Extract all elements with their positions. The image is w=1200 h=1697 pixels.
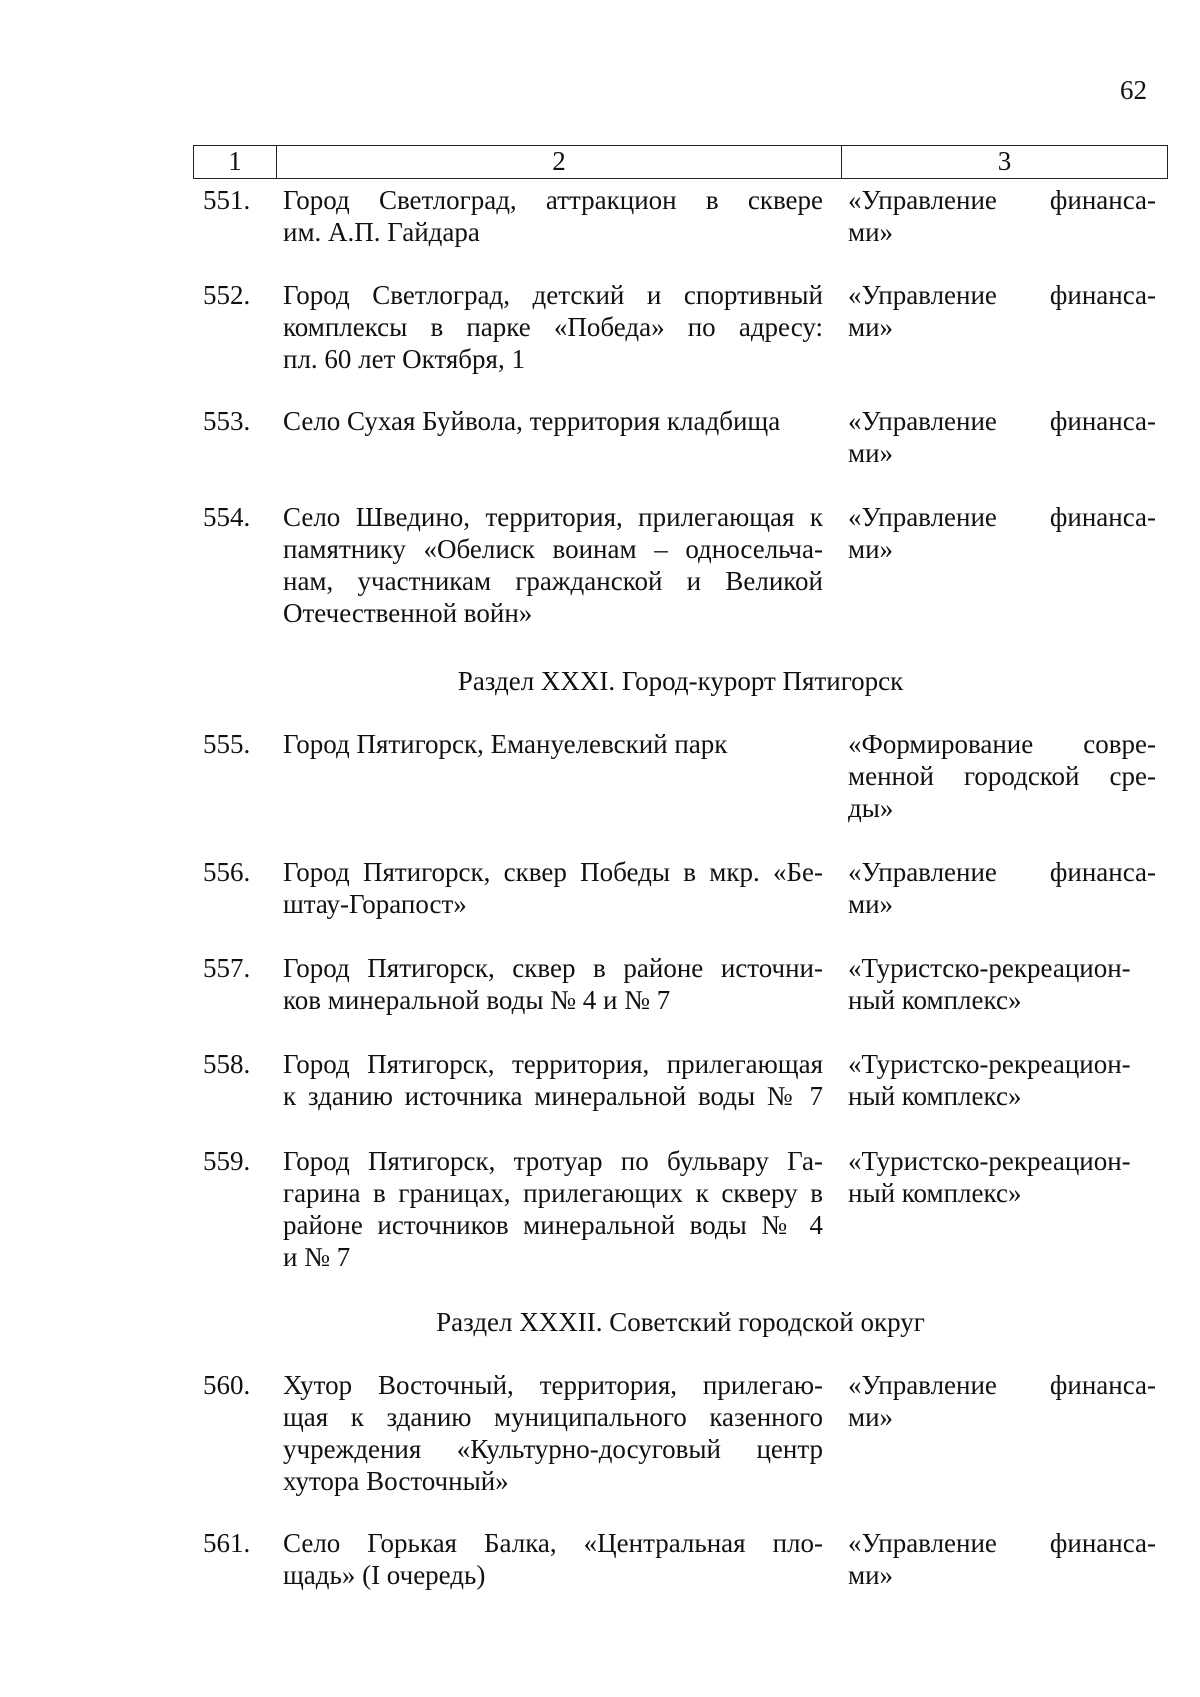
row-description [283,1527,823,1591]
row-description-line: памятнику «Обелиск воинам – односельча- [283,534,823,564]
row-program-line: «Управление финанса- [848,502,1156,532]
row-program [848,279,1156,343]
section-heading: Раздел XXXI. Город-курорт Пятигорск [457,666,904,696]
row-program-line: ный комплекс» [848,985,1022,1015]
table-header [193,145,1168,179]
row-description [283,1145,823,1273]
header-col-2: 2 [277,146,842,178]
row-description-line: Город Пятигорск, сквер в районе источни- [283,953,823,983]
row-description-line: Город Пятигорск, сквер Победы в мкр. «Бе- [283,857,823,887]
row-description-line: Город Пятигорск, территория, прилегающая [283,1049,823,1079]
row-program-line: «Управление финанса- [848,1528,1156,1558]
row-description-line: им. А.П. Гайдара [283,217,480,247]
row-description-line: учреждения «Культурно-досуговый центр [283,1434,823,1464]
row-program-line: ми» [848,1402,894,1432]
row-description-line: пл. 60 лет Октября, 1 [283,344,525,374]
row-description [283,856,823,920]
row-program-line: «Управление финанса- [848,857,1156,887]
row-number: 552. [203,280,251,310]
row-number: 561. [203,1528,251,1558]
row-description-line: щая к зданию муниципального казенного [283,1402,823,1432]
row-number: 551. [203,185,251,215]
row-description-line: Село Горькая Балка, «Центральная пло- [283,1528,823,1558]
row-number: 559. [203,1146,251,1176]
page-number: 62 [1120,75,1147,105]
row-description [283,501,823,629]
row-number: 554. [203,502,251,532]
row-program-line: «Туристско-рекреацион- [848,1146,1131,1176]
row-program-line: «Туристско-рекреацион- [848,1049,1131,1079]
row-description-line: штау-Горапост» [283,889,467,919]
row-description [283,728,823,760]
row-number: 555. [203,729,251,759]
row-description-line: щадь» (I очередь) [283,1560,486,1590]
row-number: 556. [203,857,251,887]
row-program-line: ми» [848,534,894,564]
row-number: 558. [203,1049,251,1079]
row-description-line: ков минеральной воды № 4 и № 7 [283,985,671,1015]
section-heading: Раздел XXXII. Советский городской округ [436,1307,925,1337]
row-description-line: Город Пятигорск, тротуар по бульвару Га- [283,1146,823,1176]
row-description-line: Город Светлоград, детский и спортивный [283,280,823,310]
row-description-line: Отечественной войн» [283,598,533,628]
row-program-line: ми» [848,312,894,342]
row-number: 557. [203,953,251,983]
row-program-line: менной городской сре- [848,761,1156,791]
row-program-line: «Управление финанса- [848,406,1156,436]
row-description-line: хутора Восточный» [283,1466,509,1496]
row-description [283,952,823,1016]
row-description-line: районе источников минеральной воды № 4 [283,1210,823,1240]
row-number: 560. [203,1370,251,1400]
row-program-line: «Формирование совре- [848,729,1156,759]
row-program-line: ми» [848,217,894,247]
header-col-3: 3 [997,146,1012,176]
row-number: 553. [203,406,251,436]
row-description-line: к зданию источника минеральной воды № 7 [283,1081,823,1111]
row-description-line: Село Шведино, территория, прилегающая к [283,502,823,532]
row-program [848,856,1156,920]
row-program-line: «Управление финанса- [848,185,1156,215]
row-program [848,501,1156,565]
header-col-1: 1 [194,146,277,178]
row-program [848,952,1156,1016]
row-description-line: Село Сухая Буйвола, территория кладбища [283,406,781,436]
row-program-line: ми» [848,889,894,919]
row-program [848,728,1156,824]
row-program [848,1369,1156,1433]
row-description [283,405,823,437]
row-program-line: ми» [848,1560,894,1590]
row-description-line: комплексы в парке «Победа» по адресу: [283,312,823,342]
row-program-line: ми» [848,438,894,468]
row-program [848,1145,1156,1209]
row-program [848,1048,1156,1112]
row-description-line: Город Пятигорск, Емануелевский парк [283,729,728,759]
row-program-line: ный комплекс» [848,1081,1022,1111]
row-program [848,405,1156,469]
row-program [848,1527,1156,1591]
row-description [283,1369,823,1497]
row-program-line: «Управление финанса- [848,1370,1156,1400]
row-program [848,184,1156,248]
row-description-line: нам, участникам гражданской и Великой [283,566,823,596]
row-program-line: «Управление финанса- [848,280,1156,310]
row-program-line: ный комплекс» [848,1178,1022,1208]
row-program-line: ды» [848,793,894,823]
row-description-line: Город Светлоград, аттракцион в сквере [283,185,823,215]
row-description-line: Хутор Восточный, территория, прилегаю- [283,1370,823,1400]
row-description [283,279,823,375]
row-program-line: «Туристско-рекреацион- [848,953,1131,983]
row-description-line: и № 7 [283,1242,351,1272]
row-description [283,184,823,248]
row-description [283,1048,823,1112]
row-description-line: гарина в границах, прилегающих к скверу в [283,1178,823,1208]
